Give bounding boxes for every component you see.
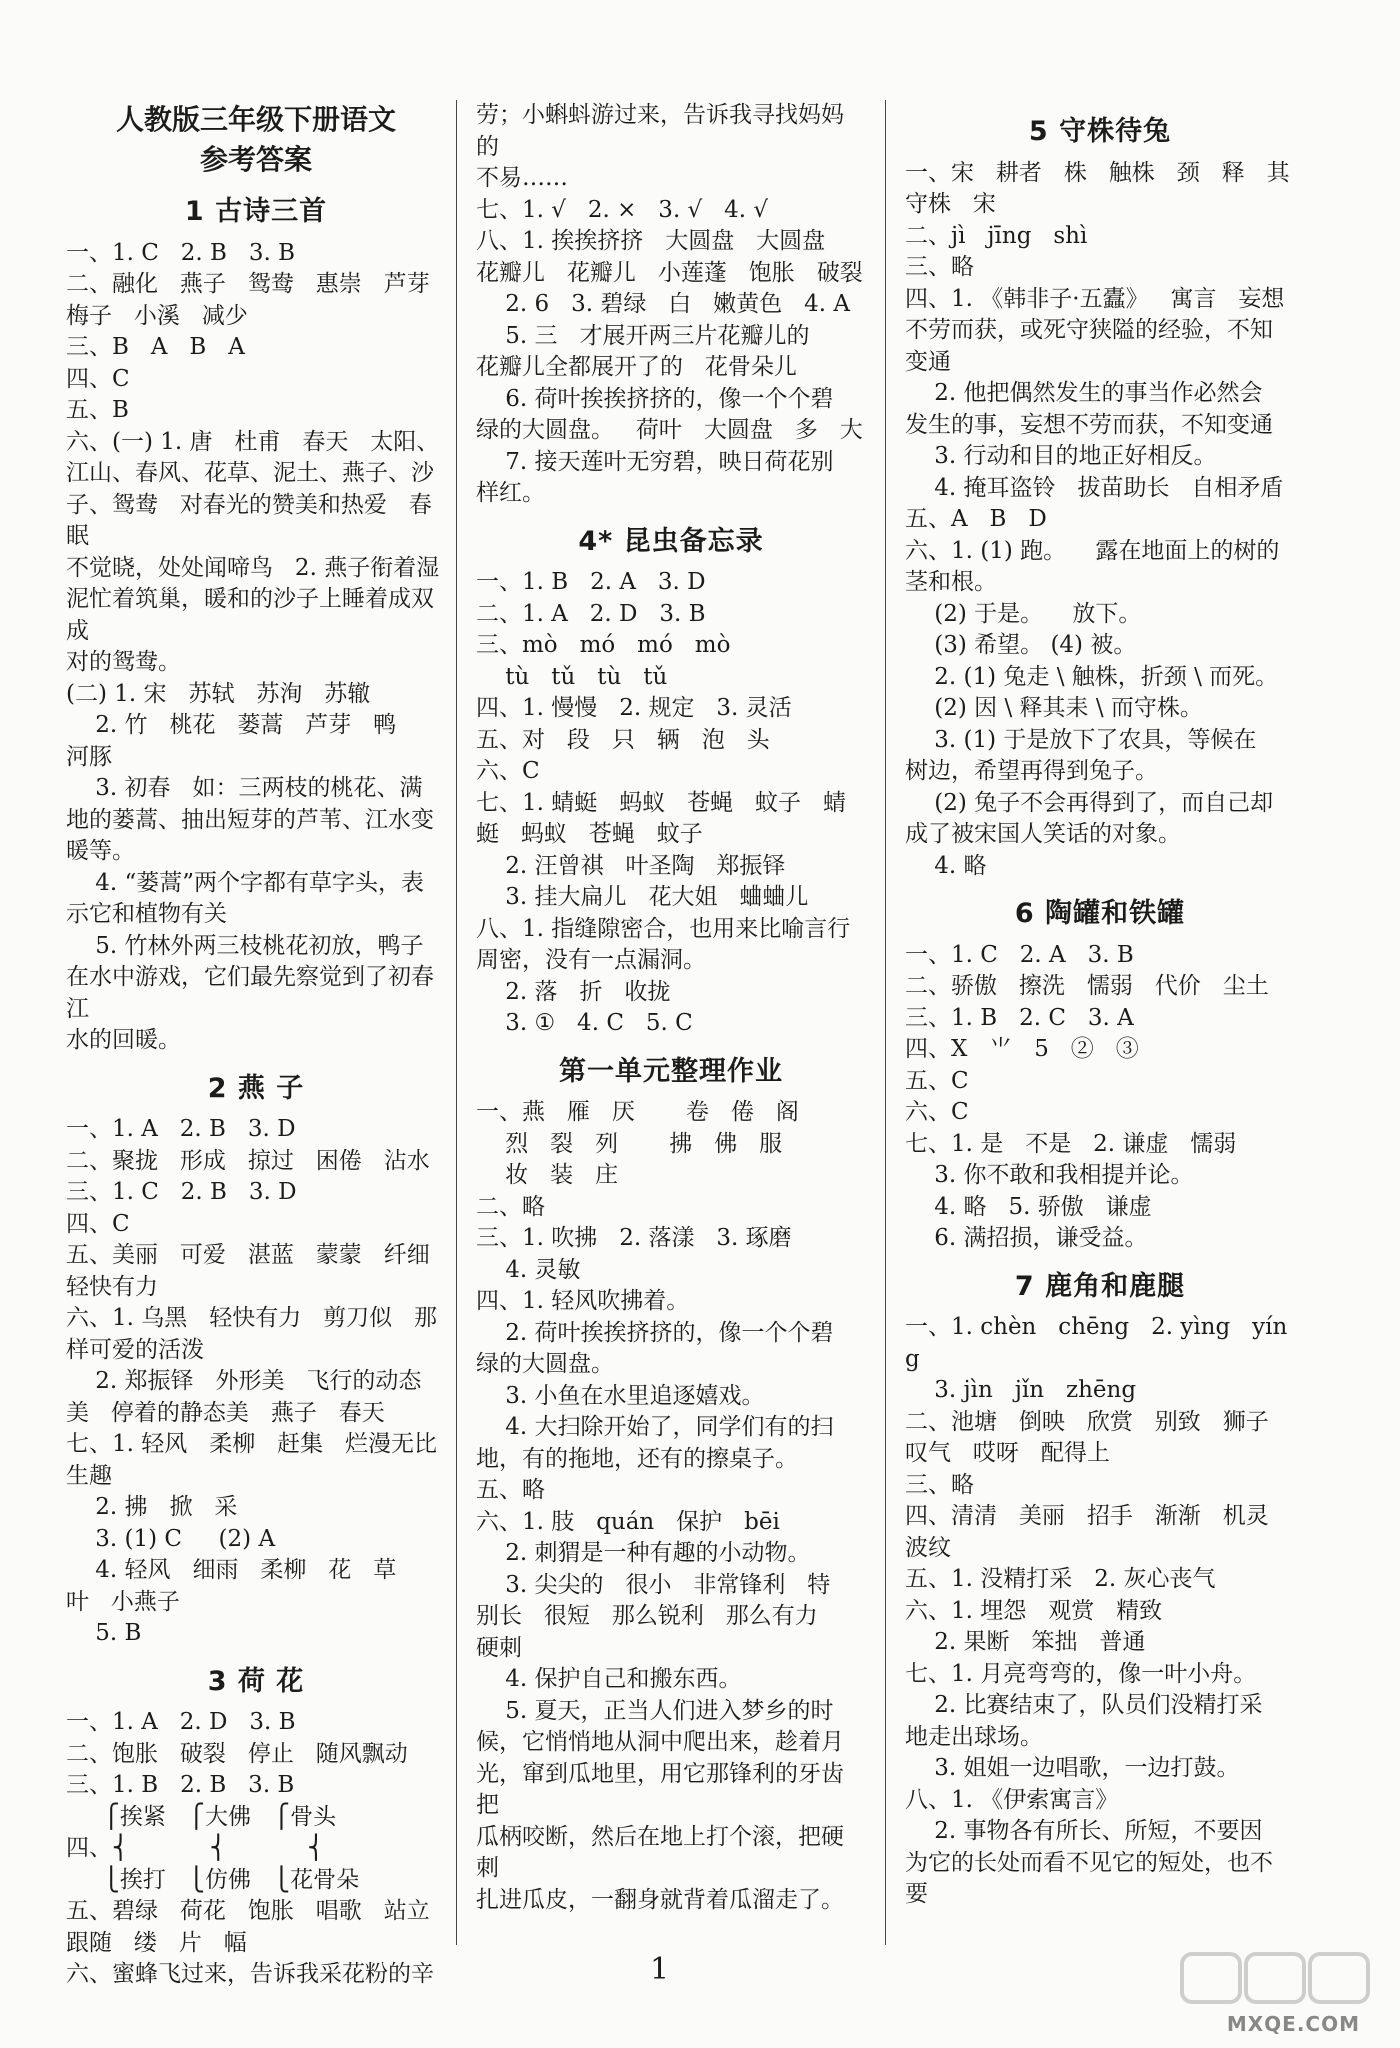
section-heading: 1 古诗三首 bbox=[184, 196, 328, 227]
answer-line: 7. 接天莲叶无穷碧，映日荷花别 bbox=[476, 448, 834, 475]
answer-line: 生趣 bbox=[66, 1462, 112, 1489]
answer-line: 对的鸳鸯。 bbox=[66, 649, 181, 675]
answer-line: 4. 轻风 细雨 柔柳 花 草 bbox=[66, 1557, 397, 1583]
section-heading: 第一单元整理作业 bbox=[559, 1055, 783, 1087]
column-divider bbox=[885, 100, 886, 1945]
answer-line: 不劳而获，或死守狭隘的经验，不知 bbox=[905, 317, 1273, 343]
answer-line: 光，窜到瓜地里，用它那锋利的牙齿把 bbox=[476, 1760, 844, 1818]
answer-line: 四、清清 美丽 招手 渐渐 机灵 bbox=[905, 1503, 1269, 1529]
answer-line: 2. 拂 掀 采 bbox=[66, 1494, 238, 1520]
answer-line: 六、C bbox=[476, 758, 540, 784]
section-heading: 2 燕 子 bbox=[207, 1072, 305, 1104]
answer-line: 六、1. 埋怨 观赏 精致 bbox=[905, 1597, 1163, 1624]
answer-line: 三、mò mó mó mò bbox=[476, 632, 731, 658]
answer-line: 2. 汪曾祺 叶圣陶 郑振铎 bbox=[476, 852, 786, 879]
answer-line: 四、C bbox=[66, 365, 130, 392]
answer-line: 六、(一) 1. 唐 杜甫 春天 太阳、 bbox=[66, 428, 440, 455]
answer-line: 扎进瓜皮，一翻身就背着瓜溜走了。 bbox=[476, 1886, 844, 1913]
answer-line: 茎和根。 bbox=[905, 569, 997, 595]
answer-line: 江山、春风、花草、泥土、燕子、沙 bbox=[66, 460, 434, 486]
answer-line: 4. 大扫除开始了，同学们有的扫 bbox=[476, 1414, 834, 1440]
answer-line: 二、骄傲 擦洗 懦弱 代价 尘土 bbox=[905, 973, 1269, 999]
answer-line: 二、池塘 倒映 欣赏 别致 狮子 bbox=[905, 1408, 1269, 1435]
answer-line: 2. 事物各有所长、所短，不要因 bbox=[905, 1818, 1263, 1844]
answer-line: 烈 裂 列 拂 佛 服 bbox=[476, 1130, 783, 1157]
section-heading: 3 荷 花 bbox=[207, 1665, 305, 1697]
answer-line: 泥忙着筑巢，暖和的沙子上睡着成双成 bbox=[66, 586, 434, 644]
answer-line: 二、聚拢 形成 掠过 困倦 沾水 bbox=[66, 1147, 430, 1174]
answer-line: 四、1. 《韩非子·五蠹》 寓言 妄想 bbox=[905, 285, 1285, 312]
answer-line: 五、B bbox=[66, 397, 129, 423]
answer-line: 六、蜜蜂飞过来，告诉我采花粉的辛 bbox=[66, 1961, 434, 1987]
page-title: 参考答案 bbox=[199, 143, 312, 176]
answer-line: 6. 满招损，谦受益。 bbox=[905, 1225, 1148, 1251]
answer-line: 六、1. 乌黑 轻快有力 剪刀似 那 bbox=[66, 1305, 438, 1331]
answer-line: 二、略 bbox=[476, 1193, 545, 1220]
answer-line: 四、⎨ ⎨ ⎨ bbox=[66, 1835, 325, 1861]
answer-line: 为它的长处而看不见它的短处，也不要 bbox=[905, 1849, 1273, 1907]
section-heading: 5 守株待兔 bbox=[1028, 116, 1172, 147]
answer-line: 五、略 bbox=[476, 1477, 545, 1503]
answer-line: 河豚 bbox=[66, 743, 112, 770]
answer-line: 三、1. B 2. C 3. A bbox=[905, 1004, 1134, 1031]
answer-line: tù tǔ tù tǔ bbox=[476, 663, 668, 690]
answer-line: 五、C bbox=[905, 1067, 969, 1094]
answer-line: 3. ① 4. C 5. C bbox=[476, 1010, 693, 1036]
answer-line: 七、1. √ 2. × 3. √ 4. √ bbox=[476, 196, 769, 223]
answer-line: 美 停着的静态美 燕子 春天 bbox=[66, 1399, 385, 1426]
answer-line: 不觉晓，处处闻啼鸟 2. 燕子衔着湿 bbox=[66, 554, 440, 581]
answer-line: 一、1. C 2. B 3. B bbox=[66, 239, 296, 266]
answer-line: 一、1. B 2. A 3. D bbox=[476, 569, 706, 595]
answer-line: 2. 比赛结束了，队员们没精打采 bbox=[905, 1692, 1263, 1718]
answer-line: 2. 竹 桃花 蒌蒿 芦芽 鸭 bbox=[66, 712, 397, 738]
answer-line: 2. 6 3. 碧绿 白 嫩黄色 4. A bbox=[476, 291, 850, 317]
answer-line: 七、1. 轻风 柔柳 赶集 烂漫无比 bbox=[66, 1431, 438, 1457]
answer-line: 蜓 蚂蚁 苍蝇 蚊子 bbox=[476, 821, 703, 847]
answer-line: 跟随 缕 片 幅 bbox=[66, 1929, 247, 1956]
answer-line: 地的蒌蒿、抽出短芽的芦苇、江水变 bbox=[66, 806, 434, 833]
answer-line: 样红。 bbox=[476, 480, 545, 506]
page-number: 1 bbox=[650, 1952, 670, 1987]
answer-line: 三、B A B A bbox=[66, 334, 245, 360]
answer-line: 守株 宋 bbox=[905, 191, 996, 217]
answer-line: 4. 略 5. 骄傲 谦虚 bbox=[905, 1193, 1152, 1220]
answer-line: 不易…… bbox=[476, 165, 568, 191]
answer-line: 六、C bbox=[905, 1099, 969, 1125]
answer-line: 花瓣儿全都展开了的 花骨朵儿 bbox=[476, 354, 797, 380]
answer-line: 成了被宋国人笑话的对象。 bbox=[905, 821, 1181, 847]
answer-line: 四、1. 慢慢 2. 规定 3. 灵活 bbox=[476, 695, 792, 721]
answer-line: 七、1. 蜻蜓 蚂蚁 苍蝇 蚊子 蜻 bbox=[476, 789, 846, 816]
answer-line: (二) 1. 宋 苏轼 苏洵 苏辙 bbox=[66, 680, 371, 707]
answer-line: 八、1. 挨挨挤挤 大圆盘 大圆盘 bbox=[476, 228, 826, 254]
answer-line: 6. 荷叶挨挨挤挤的，像一个个碧 bbox=[476, 385, 834, 412]
answer-line: 四、1. 轻风吹拂着。 bbox=[476, 1288, 690, 1314]
answer-line: 硬刺 bbox=[476, 1634, 522, 1661]
answer-line: 叹气 哎呀 配得上 bbox=[905, 1440, 1110, 1466]
answer-line: 发生的事，妄想不劳而获，不知变通 bbox=[905, 411, 1273, 438]
answer-line: 叶 小燕子 bbox=[66, 1588, 180, 1615]
answer-line: 变通 bbox=[905, 348, 951, 375]
answer-line: 水的回暖。 bbox=[66, 1027, 181, 1053]
answer-line: 五、1. 没精打采 2. 灰心丧气 bbox=[905, 1566, 1216, 1592]
answer-line: 2. (1) 兔走 \ 触株，折颈 \ 而死。 bbox=[905, 663, 1279, 690]
answer-column-1 bbox=[66, 100, 446, 1991]
answer-line: 5. 夏天，正当人们进入梦乡的时 bbox=[476, 1697, 834, 1724]
answer-line: 5. B bbox=[66, 1620, 142, 1646]
answer-line: 4. 保护自己和搬东西。 bbox=[476, 1666, 742, 1692]
answer-line: 三、1. 吹拂 2. 落漾 3. 琢磨 bbox=[476, 1225, 792, 1251]
answer-line: 一、燕 雁 厌 卷 倦 阁 bbox=[476, 1099, 799, 1125]
answer-line: 2. 他把偶然发生的事当作必然会 bbox=[905, 380, 1263, 406]
answer-line: 一、1. chèn chēng 2. yìng yíng bbox=[905, 1314, 1288, 1372]
answer-line: 七、1. 是 不是 2. 谦虚 懦弱 bbox=[905, 1130, 1237, 1157]
answer-line: 3. (1) C (2) A bbox=[66, 1525, 276, 1552]
answer-line: 在水中游戏，它们最先察觉到了初春江 bbox=[66, 964, 434, 1022]
answer-line: 5. 竹林外两三枝桃花初放，鸭子 bbox=[66, 932, 424, 959]
answer-line: 二、1. A 2. D 3. B bbox=[476, 600, 706, 627]
answer-line: 3. 初春 如：三两枝的桃花、满 bbox=[66, 775, 423, 801]
answer-line: 3. 尖尖的 很小 非常锋利 特 bbox=[476, 1571, 831, 1598]
answer-line: 二、jì jīng shì bbox=[905, 222, 1088, 249]
answer-line: 3. 挂大扁儿 花大姐 蛐蛐儿 bbox=[476, 884, 809, 910]
answer-line: 轻快有力 bbox=[66, 1273, 158, 1300]
answer-line: ⎩挨打 ⎩仿佛 ⎩花骨朵 bbox=[66, 1866, 360, 1893]
answer-line: 瓜柄咬断，然后在地上打个滚，把硬刺 bbox=[476, 1823, 844, 1881]
answer-line: 3. 姐姐一边唱歌，一边打鼓。 bbox=[905, 1755, 1240, 1781]
answer-line: 五、碧绿 荷花 饱胀 唱歌 站立 bbox=[66, 1898, 430, 1924]
answer-line: 绿的大圆盘。 bbox=[476, 1351, 614, 1377]
answer-line: 地，有的拖地，还有的擦桌子。 bbox=[476, 1445, 798, 1472]
answer-line: 波纹 bbox=[905, 1534, 951, 1561]
answer-line: 五、A B D bbox=[905, 506, 1047, 532]
answer-line: 二、融化 燕子 鸳鸯 惠崇 芦芽 bbox=[66, 271, 430, 297]
page-title: 人教版三年级下册语文 bbox=[115, 103, 396, 136]
answer-line: 样可爱的活泼 bbox=[66, 1336, 204, 1363]
answer-line: 2. 荷叶挨挨挤挤的，像一个个碧 bbox=[476, 1319, 834, 1346]
watermark-text: MXQE.COM bbox=[1226, 2012, 1360, 2036]
answer-line: 四、X ⺌ 5 ② ③ bbox=[905, 1036, 1139, 1062]
answer-line: (3) 希望。 (4) 被。 bbox=[905, 632, 1137, 658]
answer-line: 三、1. B 2. B 3. B bbox=[66, 1772, 295, 1798]
answer-line: 六、1. 肢 quán 保护 bēi bbox=[476, 1508, 780, 1535]
answer-line: 八、1. 指缝隙密合，也用来比喻言行 bbox=[476, 915, 851, 942]
answer-line: 4. 掩耳盗铃 拔苗助长 自相矛盾 bbox=[905, 474, 1284, 501]
answer-line: 六、1. (1) 跑。 露在地面上的树的 bbox=[905, 537, 1280, 564]
answer-line: 花瓣儿 花瓣儿 小莲蓬 饱胀 破裂 bbox=[476, 259, 863, 286]
answer-column-2 bbox=[476, 100, 866, 1916]
answer-line: 树边，希望再得到兔子。 bbox=[905, 758, 1158, 784]
answer-line: ⎧挨紧 ⎧大佛 ⎧骨头 bbox=[66, 1803, 337, 1830]
answer-line: (2) 于是。 放下。 bbox=[905, 600, 1142, 627]
section-heading: 6 陶罐和铁罐 bbox=[1014, 898, 1186, 929]
answer-line: 3. (1) 于是放下了农具，等候在 bbox=[905, 726, 1257, 753]
answer-line: 一、1. A 2. B 3. D bbox=[66, 1116, 296, 1142]
answer-line: 绿的大圆盘。 荷叶 大圆盘 多 大 bbox=[476, 417, 863, 443]
answer-line: 3. 小鱼在水里追逐嬉戏。 bbox=[476, 1382, 765, 1409]
answer-line: 一、1. C 2. A 3. B bbox=[905, 941, 1134, 968]
answer-line: 一、1. A 2. D 3. B bbox=[66, 1709, 296, 1735]
answer-line: 梅子 小溪 减少 bbox=[66, 302, 248, 329]
answer-line: 八、1. 《伊索寓言》 bbox=[905, 1786, 1119, 1813]
answer-line: 4. “蒌蒿”两个字都有草字头，表 bbox=[66, 869, 425, 896]
answer-line: 周密，没有一点漏洞。 bbox=[476, 947, 706, 973]
answer-line: 地走出球场。 bbox=[905, 1723, 1043, 1750]
answer-line: 5. 三 才展开两三片花瓣儿的 bbox=[476, 322, 810, 349]
section-heading: 7 鹿角和鹿腿 bbox=[1014, 1270, 1186, 1302]
answer-line: 妆 装 庄 bbox=[476, 1162, 619, 1188]
answer-line: 三、1. C 2. B 3. D bbox=[66, 1179, 297, 1205]
answer-line: 一、宋 耕者 株 触株 颈 释 其 bbox=[905, 159, 1290, 186]
column-divider bbox=[456, 100, 457, 1945]
answer-line: 二、饱胀 破裂 停止 随风飘动 bbox=[66, 1740, 408, 1767]
answer-line: (2) 兔子不会再得到了，而自己却 bbox=[905, 789, 1274, 816]
answer-line: 子、鸳鸯 对春光的赞美和热爱 春眠 bbox=[66, 491, 432, 549]
answer-line: 七、1. 月亮弯弯的，像一叶小舟。 bbox=[905, 1660, 1257, 1687]
answer-line: 三、略 bbox=[905, 254, 974, 280]
section-heading: 4* 昆虫备忘录 bbox=[578, 525, 764, 557]
answer-line: 暖等。 bbox=[66, 838, 135, 864]
answer-line: 五、对 段 只 辆 泡 头 bbox=[476, 726, 770, 753]
answer-line: 别长 很短 那么锐利 那么有力 bbox=[476, 1603, 818, 1629]
answer-line: 2. 刺猬是一种有趣的小动物。 bbox=[476, 1540, 811, 1566]
answer-line: 劳；小蝌蚪游过来，告诉我寻找妈妈的 bbox=[476, 102, 844, 160]
answer-line: 四、C bbox=[66, 1210, 130, 1237]
answer-line: 4. 灵敏 bbox=[476, 1256, 581, 1283]
answer-line: 3. 你不敢和我相提并论。 bbox=[905, 1162, 1194, 1188]
answer-line: 示它和植物有关 bbox=[66, 901, 227, 927]
answer-line: 三、略 bbox=[905, 1471, 974, 1498]
answer-line: 3. 行动和目的地正好相反。 bbox=[905, 443, 1217, 469]
answer-line: (2) 因 \ 释其耒 \ 而守株。 bbox=[905, 695, 1203, 721]
answer-column-3 bbox=[905, 100, 1295, 1911]
answer-line: 候，它悄悄地从洞中爬出来，趁着月 bbox=[476, 1729, 844, 1755]
answer-line: 3. jìn jǐn zhēng bbox=[905, 1377, 1137, 1403]
answer-line: 2. 郑振铎 外形美 飞行的动态 bbox=[66, 1368, 422, 1394]
answer-line: 2. 落 折 收拢 bbox=[476, 978, 671, 1005]
answer-line: 2. 果断 笨拙 普通 bbox=[905, 1629, 1146, 1655]
answer-line: 五、美丽 可爱 湛蓝 蒙蒙 纤细 bbox=[66, 1242, 430, 1268]
answer-line: 4. 略 bbox=[905, 852, 987, 879]
